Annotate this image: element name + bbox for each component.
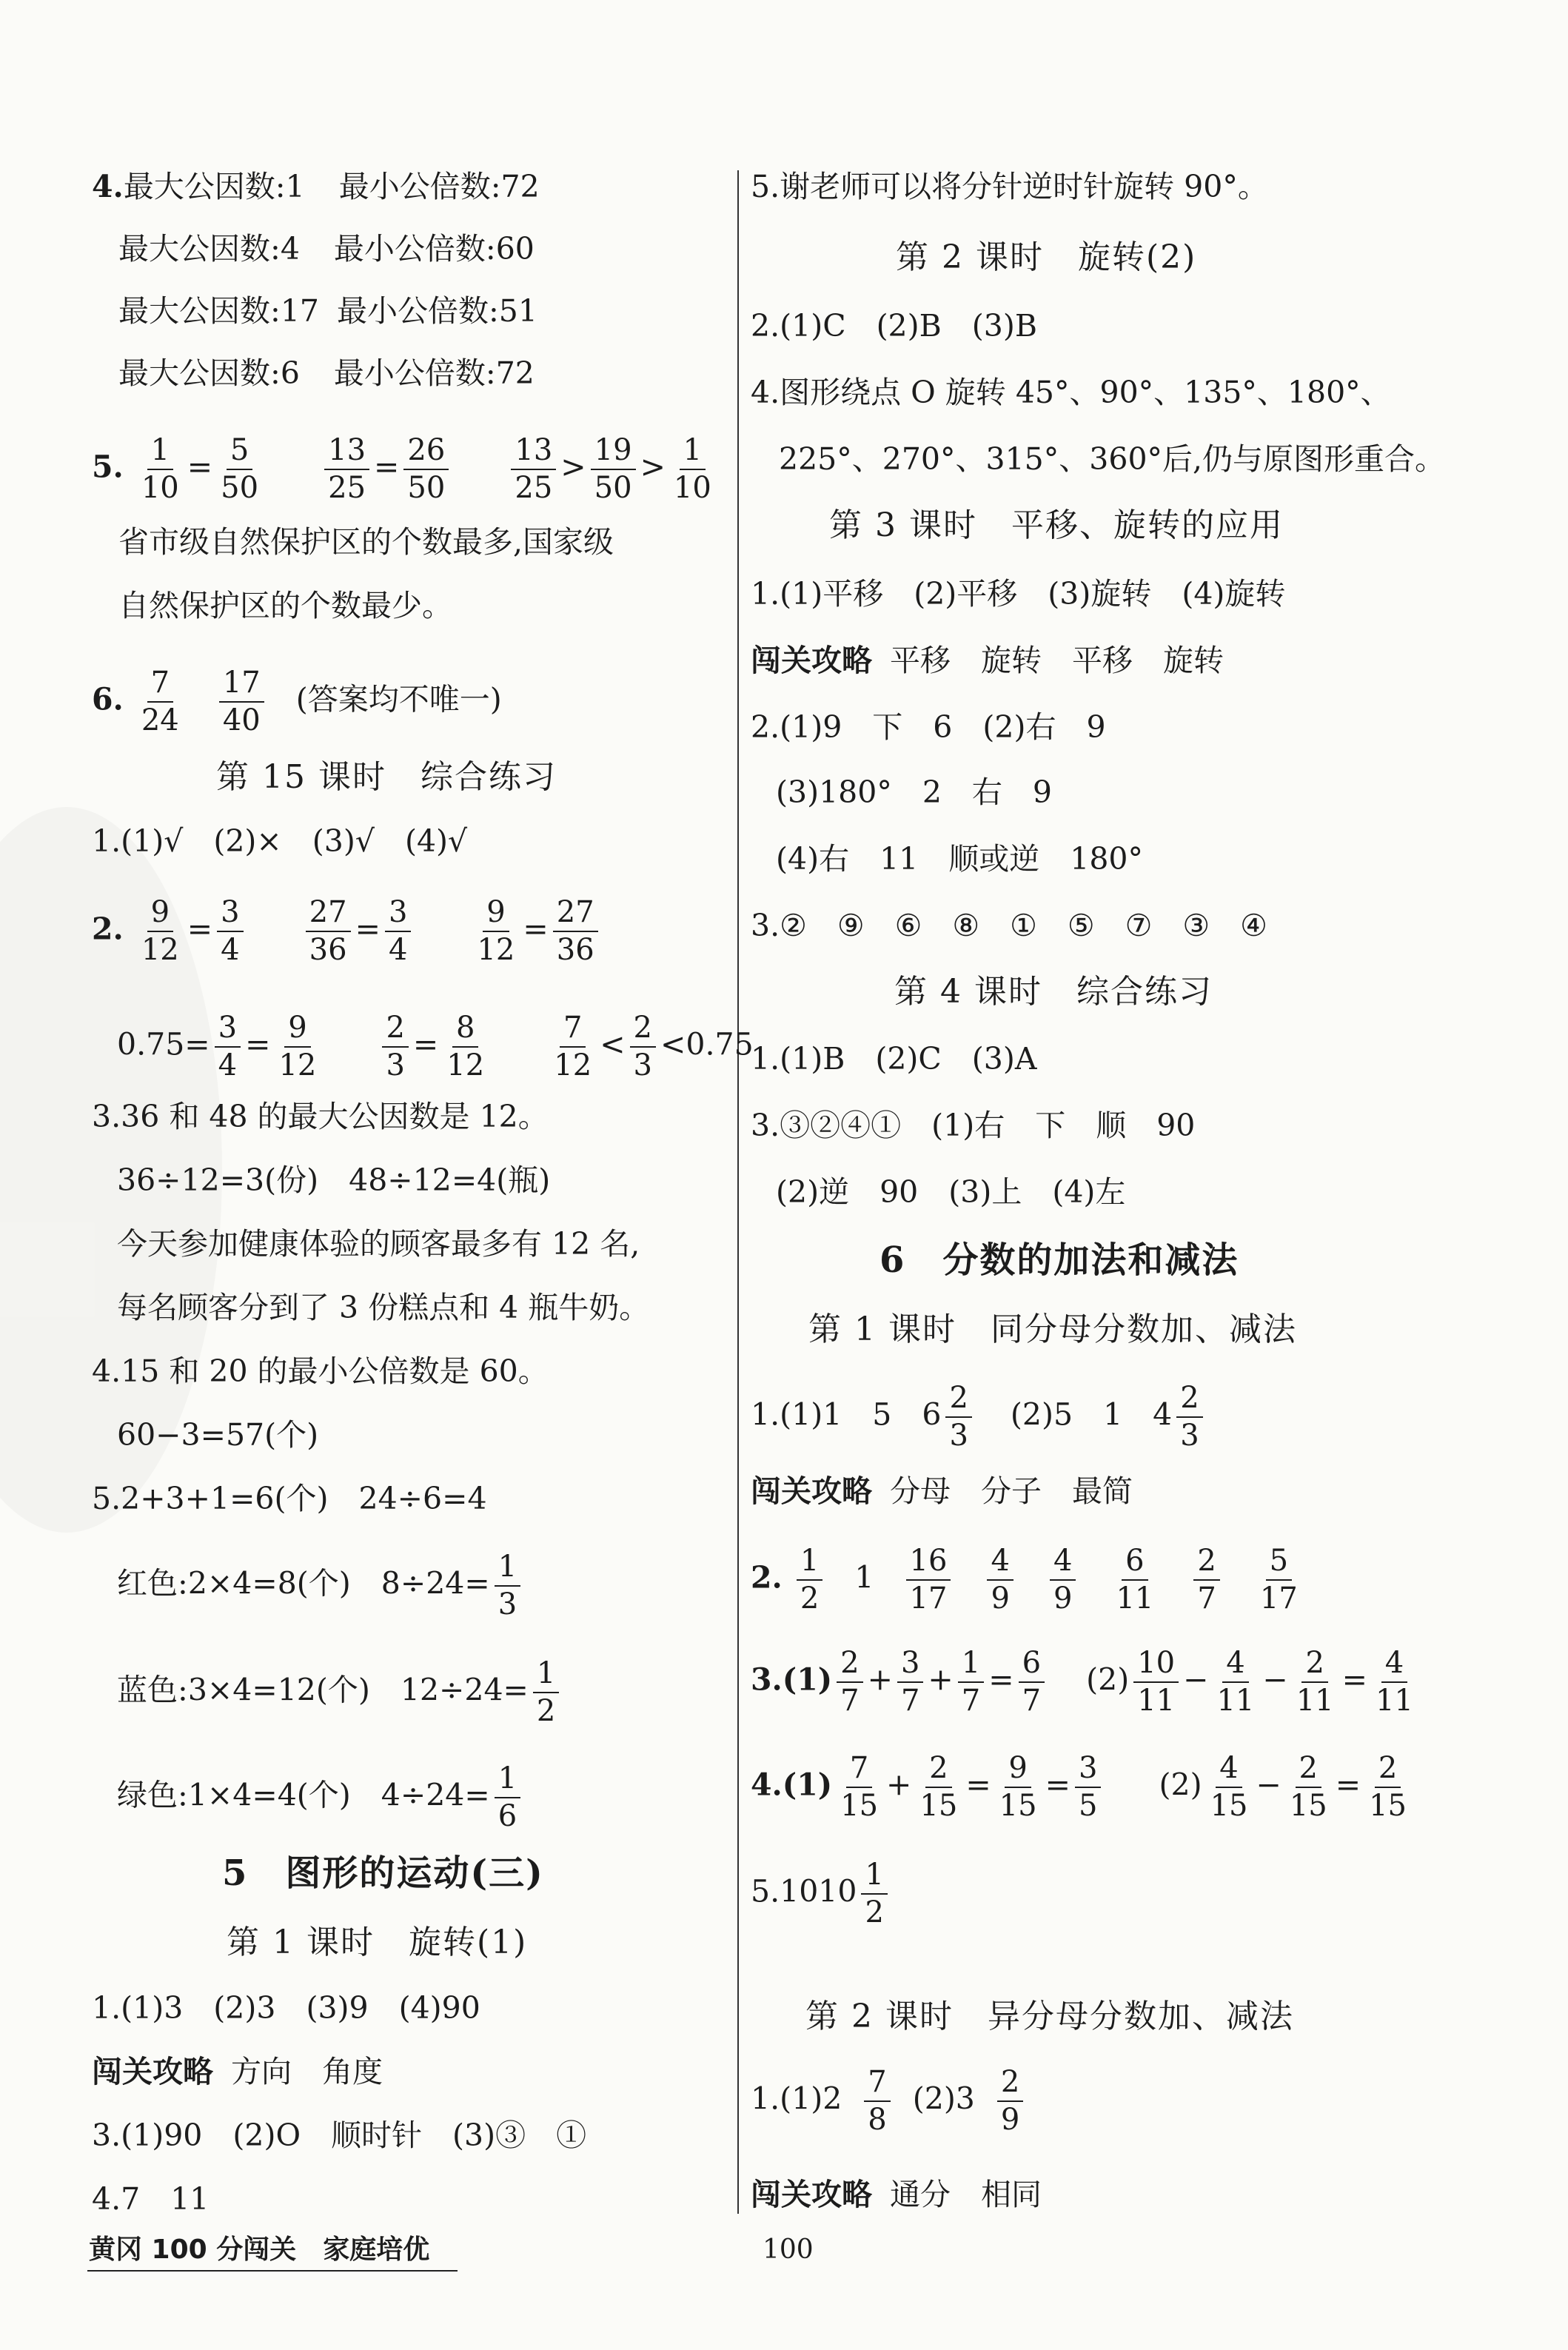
fraction: $\frac{3}{7}$: [897, 1647, 923, 1718]
text-line: 2.(1)C (2)B (3)B: [751, 308, 1037, 344]
q4-row: 4.最大公因数:1 最小公倍数:72: [92, 169, 540, 204]
text-line: 1.(1)3 (2)3 (3)9 (4)90: [92, 1990, 480, 2026]
fraction: $\frac{7}{24}$: [141, 666, 179, 737]
fraction: $\frac{16}{17}$: [906, 1544, 951, 1616]
fraction: $\frac{4}{15}$: [1210, 1751, 1248, 1823]
fraction: $\frac{9}{12}$: [278, 1011, 317, 1082]
text-line: 4.15 和 20 的最小公倍数是 60。: [92, 1353, 549, 1389]
fraction: $\frac{2}{7}$: [837, 1647, 862, 1718]
u6-l1-q2: 2. $\frac{1}{2}$ 1 $\frac{16}{17}$ $\frac{4}{9}$ $\frac{4}{9}$ $\frac{6}{11}$ $\frac{2}{7}$ $\frac{5}{17}$: [751, 1544, 1306, 1616]
column-divider: [737, 170, 739, 2214]
text-line: 1.(1)√ (2)× (3)√ (4)√: [92, 823, 468, 859]
unit-title: 5 图形的运动(三): [222, 1852, 544, 1894]
fraction: $\frac{10}{11}$: [1133, 1647, 1179, 1718]
text-line: 36÷12=3(份) 48÷12=4(瓶): [117, 1162, 551, 1198]
fraction: $\frac{4}{9}$: [987, 1544, 1013, 1616]
text-line: (4)右 11 顺或逆 180°: [776, 841, 1144, 877]
section-title: 第 1 课时 旋转(1): [227, 1924, 528, 1961]
s15-q2-fractions: 2. $\frac{9}{12}$ = $\frac{3}{4}$ $\frac{27}{36}$ = $\frac{3}{4}$ $\frac{9}{12}$ = $\frac{27}{36}$: [92, 896, 603, 967]
fraction: $\frac{1}{2}$: [533, 1657, 559, 1728]
footer-title: 黄冈 100 分闯关 家庭培优: [89, 2234, 430, 2265]
fraction: $\frac{5}{17}$: [1259, 1544, 1298, 1616]
fraction: $\frac{19}{50}$: [591, 434, 636, 505]
fraction: $\frac{2}{3}$: [1176, 1382, 1202, 1453]
fraction: $\frac{7}{12}$: [554, 1011, 592, 1082]
s15-q2b-fractions: 0.75= $\frac{3}{4}$ = $\frac{9}{12}$ $\frac{2}{3}$ = $\frac{8}{12}$ $\frac{7}{12}$ < $\frac{2}{3}$ <0.75: [117, 1011, 754, 1082]
fraction: $\frac{3}{4}$: [217, 896, 243, 967]
fraction: $\frac{5}{50}$: [221, 433, 259, 505]
fraction: $\frac{2}{7}$: [1193, 1544, 1219, 1616]
text-line: 5.谢老师可以将分针逆时针旋转 90°。: [751, 169, 1268, 204]
footer-rule: [87, 2270, 458, 2272]
fraction: $\frac{6}{11}$: [1116, 1544, 1154, 1616]
text-line: (3)180° 2 右 9: [776, 774, 1053, 810]
fraction: $\frac{9}{12}$: [477, 895, 515, 967]
q4-row: 最大公因数:6 最小公倍数:72: [118, 355, 535, 391]
unit-title: 6 分数的加法和减法: [880, 1239, 1239, 1281]
text-line: 3.③②④① (1)右 下 顺 90: [751, 1108, 1196, 1143]
text-line: 省市级自然保护区的个数最多,国家级: [118, 524, 614, 560]
fraction: $\frac{13}{25}$: [511, 434, 556, 505]
fraction: $\frac{2}{11}$: [1296, 1646, 1334, 1718]
red-calc: 红色:2×4=8(个) 8÷24= $\frac{1}{3}$: [117, 1550, 525, 1621]
fraction: $\frac{13}{25}$: [324, 434, 369, 505]
fraction: $\frac{7}{8}$: [864, 2066, 890, 2137]
section-title: 第 15 课时 综合练习: [216, 758, 557, 796]
fraction: $\frac{3}{4}$: [215, 1011, 241, 1082]
tip-line: 闯关攻略 平移 旋转 平移 旋转: [751, 643, 1224, 678]
fraction: $\frac{26}{50}$: [403, 434, 449, 505]
text-line: 60−3=57(个): [117, 1417, 319, 1453]
section-title: 第 4 课时 综合练习: [894, 973, 1213, 1011]
fraction: $\frac{1}{2}$: [861, 1858, 887, 1929]
fraction: $\frac{3}{5}$: [1075, 1752, 1101, 1823]
text-line: 3.(1)90 (2)O 顺时针 (3)③ ①: [92, 2118, 587, 2153]
green-calc: 绿色:1×4=4(个) 4÷24= $\frac{1}{6}$: [117, 1762, 525, 1833]
fraction: $\frac{2}{15}$: [919, 1751, 958, 1823]
text-line: 每名顾客分到了 3 份糕点和 4 瓶牛奶。: [117, 1290, 650, 1325]
fraction: $\frac{1}{3}$: [495, 1550, 520, 1621]
tip-line: 闯关攻略 方向 角度: [92, 2054, 383, 2089]
fraction: $\frac{2}{15}$: [1369, 1751, 1407, 1823]
fraction: $\frac{3}{4}$: [385, 896, 411, 967]
text-line: 今天参加健康体验的顾客最多有 12 名,: [117, 1226, 640, 1262]
fraction: $\frac{4}{9}$: [1050, 1544, 1076, 1616]
fraction: $\frac{1}{10}$: [141, 433, 179, 505]
text-line: 3.② ⑨ ⑥ ⑧ ① ⑤ ⑦ ③ ④: [751, 908, 1267, 943]
fraction: $\frac{27}{36}$: [553, 896, 598, 967]
fraction: $\frac{1}{6}$: [495, 1762, 520, 1833]
fraction: $\frac{27}{36}$: [306, 896, 351, 967]
u6-l1-q1: 1.(1)1 5 6 $\frac{2}{3}$ (2)5 1 4 $\frac{2}{3}$: [751, 1382, 1207, 1453]
u6-l1-q4: 4.(1) $\frac{7}{15}$ + $\frac{2}{15}$ = $\frac{9}{15}$ = $\frac{3}{5}$ (2) $\frac{4}{15}$ − $\frac{2}{15}$ = $\frac{2}{15}$: [751, 1752, 1415, 1823]
text-line: 5.2+3+1=6(个) 24÷6=4: [92, 1481, 487, 1516]
text-line: 225°、270°、315°、360°后,仍与原图形重合。: [779, 441, 1446, 477]
section-title: 第 2 课时 旋转(2): [896, 238, 1197, 276]
fraction: $\frac{7}{15}$: [840, 1751, 879, 1823]
text-line: 1.(1)B (2)C (3)A: [751, 1041, 1037, 1077]
blue-calc: 蓝色:3×4=12(个) 12÷24= $\frac{1}{2}$: [117, 1657, 563, 1728]
u6-l1-q5: 5.1010 $\frac{1}{2}$: [751, 1858, 892, 1929]
text-line: 自然保护区的个数最少。: [118, 588, 452, 623]
fraction: $\frac{2}{15}$: [1289, 1751, 1327, 1823]
tip-line: 闯关攻略 分母 分子 最简: [751, 1473, 1133, 1509]
text-line: (2)逆 90 (3)上 (4)左: [776, 1174, 1126, 1210]
text-line: 1.(1)平移 (2)平移 (3)旋转 (4)旋转: [751, 576, 1286, 612]
q4-row: 最大公因数:4 最小公倍数:60: [118, 231, 535, 267]
text-line: 3.36 和 48 的最大公因数是 12。: [92, 1099, 549, 1134]
fraction: $\frac{4}{11}$: [1216, 1646, 1255, 1718]
fraction: $\frac{6}{7}$: [1019, 1647, 1045, 1718]
text-line: 4.图形绕点 O 旋转 45°、90°、135°、180°、: [751, 375, 1391, 410]
fraction: $\frac{8}{12}$: [446, 1011, 485, 1082]
tip-line: 闯关攻略 通分 相同: [751, 2177, 1042, 2212]
fraction: $\frac{17}{40}$: [219, 666, 264, 737]
fraction: $\frac{2}{3}$: [630, 1011, 656, 1082]
fraction: $\frac{9}{12}$: [141, 895, 179, 967]
q5-fractions: 5. $\frac{1}{10}$ = $\frac{5}{50}$ $\frac{13}{25}$ = $\frac{26}{50}$ $\frac{13}{25}$ > $\frac{19}{50}$ > $\frac{1}{10}$: [92, 434, 720, 505]
u6-l1-q3: 3.(1) $\frac{2}{7}$ + $\frac{3}{7}$ + $\frac{1}{7}$ = $\frac{6}{7}$ (2) $\frac{10}{11}$ − $\frac{4}{11}$ − $\frac{2}{11}$ = $\frac{4}{11}$: [751, 1647, 1421, 1718]
section-title: 第 2 课时 异分母分数加、减法: [805, 1998, 1294, 2035]
fraction: $\frac{2}{3}$: [945, 1382, 971, 1453]
q6-fractions: 6. $\frac{7}{24}$ $\frac{17}{40}$ (答案均不唯一): [92, 666, 502, 737]
fraction: $\frac{1}{10}$: [673, 433, 711, 505]
text-line: 4.7 11: [92, 2181, 210, 2217]
section-title: 第 1 课时 同分母分数加、减法: [808, 1310, 1297, 1348]
fraction: $\frac{9}{15}$: [999, 1751, 1037, 1823]
fraction: $\frac{2}{3}$: [382, 1011, 408, 1082]
q4-row: 最大公因数:17 最小公倍数:51: [118, 293, 537, 329]
fraction: $\frac{1}{2}$: [797, 1544, 822, 1616]
u6-l2-q1: 1.(1)2 $\frac{7}{8}$ (2)3 $\frac{2}{9}$: [751, 2066, 1028, 2137]
fraction: $\frac{2}{9}$: [997, 2066, 1023, 2137]
text-line: 2.(1)9 下 6 (2)右 9: [751, 709, 1106, 745]
fraction: $\frac{1}{7}$: [958, 1647, 984, 1718]
fraction: $\frac{4}{11}$: [1376, 1646, 1413, 1718]
section-title: 第 3 课时 平移、旋转的应用: [829, 506, 1284, 544]
page-number: 100: [763, 2234, 814, 2265]
